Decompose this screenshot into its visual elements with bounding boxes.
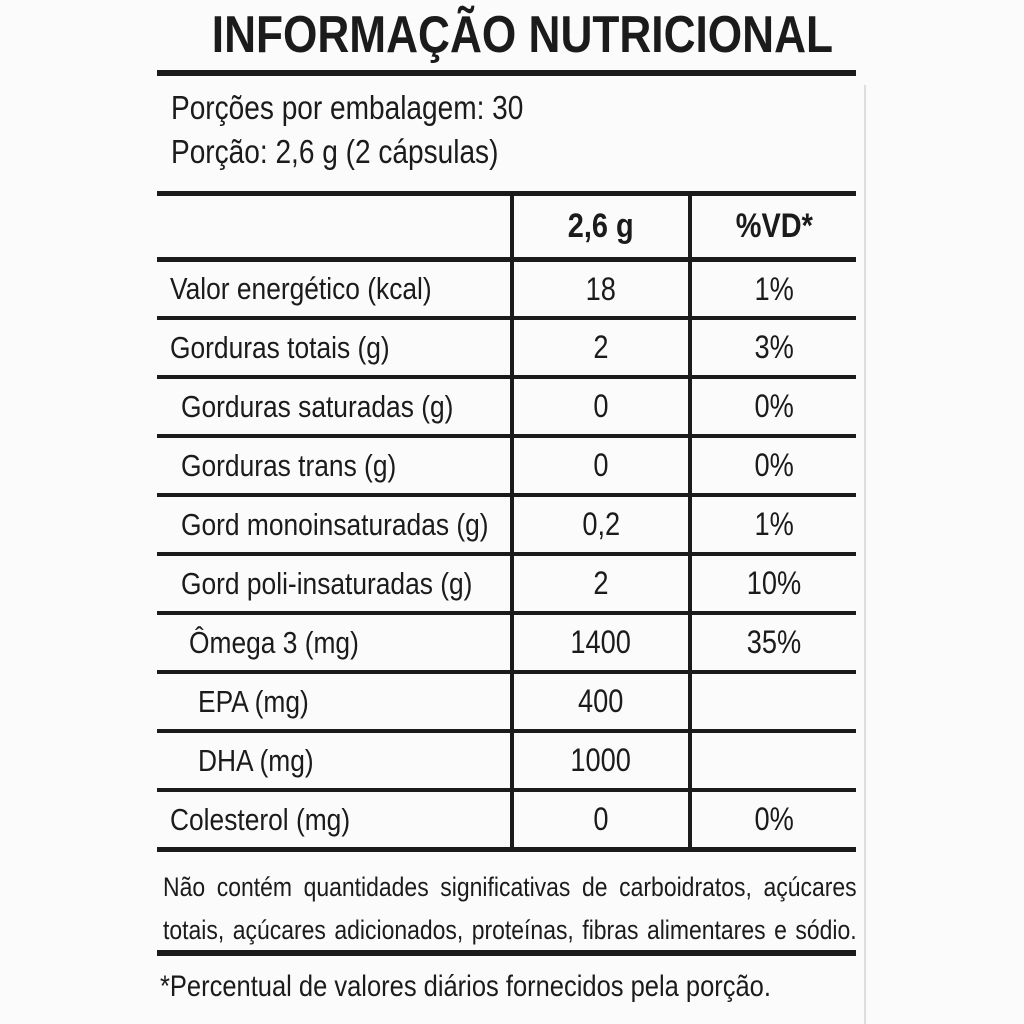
nutrient-label-cell: Colesterol (mg) — [157, 788, 510, 847]
nutrient-label-cell: DHA (mg) — [157, 729, 510, 788]
header-quantity-cell: 2,6 g — [510, 196, 692, 257]
quantity-cell: 0 — [510, 375, 692, 434]
daily-value-cell: 0% — [692, 788, 856, 847]
nutrient-label-cell: Gord poli-insaturadas (g) — [157, 552, 510, 611]
header-blank-cell — [157, 196, 510, 257]
daily-value-cell: 3% — [692, 316, 856, 375]
note-line-2: totais, açúcares adicionados, proteínas, fibras alimentares e sódio. — [163, 915, 857, 945]
quantity-cell: 2 — [510, 552, 692, 611]
daily-value-cell: 10% — [692, 552, 856, 611]
nutrient-label-cell: Ômega 3 (mg) — [157, 611, 510, 670]
nutrient-label-cell: Gord monoinsaturadas (g) — [157, 493, 510, 552]
daily-value-cell: 35% — [692, 611, 856, 670]
daily-value-cell — [692, 670, 856, 729]
nutrient-label-cell: Valor energético (kcal) — [157, 257, 510, 316]
serving-size-line: Porção: 2,6 g (2 cápsulas) — [171, 133, 499, 170]
serving-info-section — [157, 86, 856, 174]
quantity-cell: 18 — [510, 257, 692, 316]
note-line-1: Não contém quantidades significativas de carboidratos, açúcares — [163, 872, 857, 902]
daily-value-footnote: *Percentual de valores diários fornecidos pela porção. — [160, 970, 771, 1003]
quantity-cell: 1000 — [510, 729, 692, 788]
header-daily-value-cell: %VD* — [735, 207, 813, 245]
page-title — [157, 4, 856, 66]
quantity-cell: 0 — [510, 434, 692, 493]
daily-value-cell: 1% — [692, 493, 856, 552]
no-significant-amounts-note — [163, 866, 856, 952]
daily-value-cell — [692, 729, 856, 788]
quantity-cell: 0 — [510, 788, 692, 847]
image-edge-artifact-line — [864, 85, 866, 1024]
nutrient-label-cell: Gorduras saturadas (g) — [157, 375, 510, 434]
nutrition-table — [157, 191, 856, 852]
nutrient-label-cell: Gorduras totais (g) — [157, 316, 510, 375]
quantity-cell: 1400 — [510, 611, 692, 670]
footnote-divider — [157, 950, 856, 956]
servings-per-package-line: Porções por embalagem: 30 — [171, 89, 524, 126]
title-divider — [157, 70, 856, 76]
nutrient-label-cell: Gorduras trans (g) — [157, 434, 510, 493]
nutrient-label-cell: EPA (mg) — [157, 670, 510, 729]
daily-value-cell: 0% — [692, 375, 856, 434]
quantity-cell: 2 — [510, 316, 692, 375]
daily-value-cell: 0% — [692, 434, 856, 493]
quantity-cell: 0,2 — [510, 493, 692, 552]
daily-value-cell: 1% — [692, 257, 856, 316]
page-title-text: INFORMAÇÃO NUTRICIONAL — [211, 6, 834, 64]
quantity-cell: 400 — [510, 670, 692, 729]
